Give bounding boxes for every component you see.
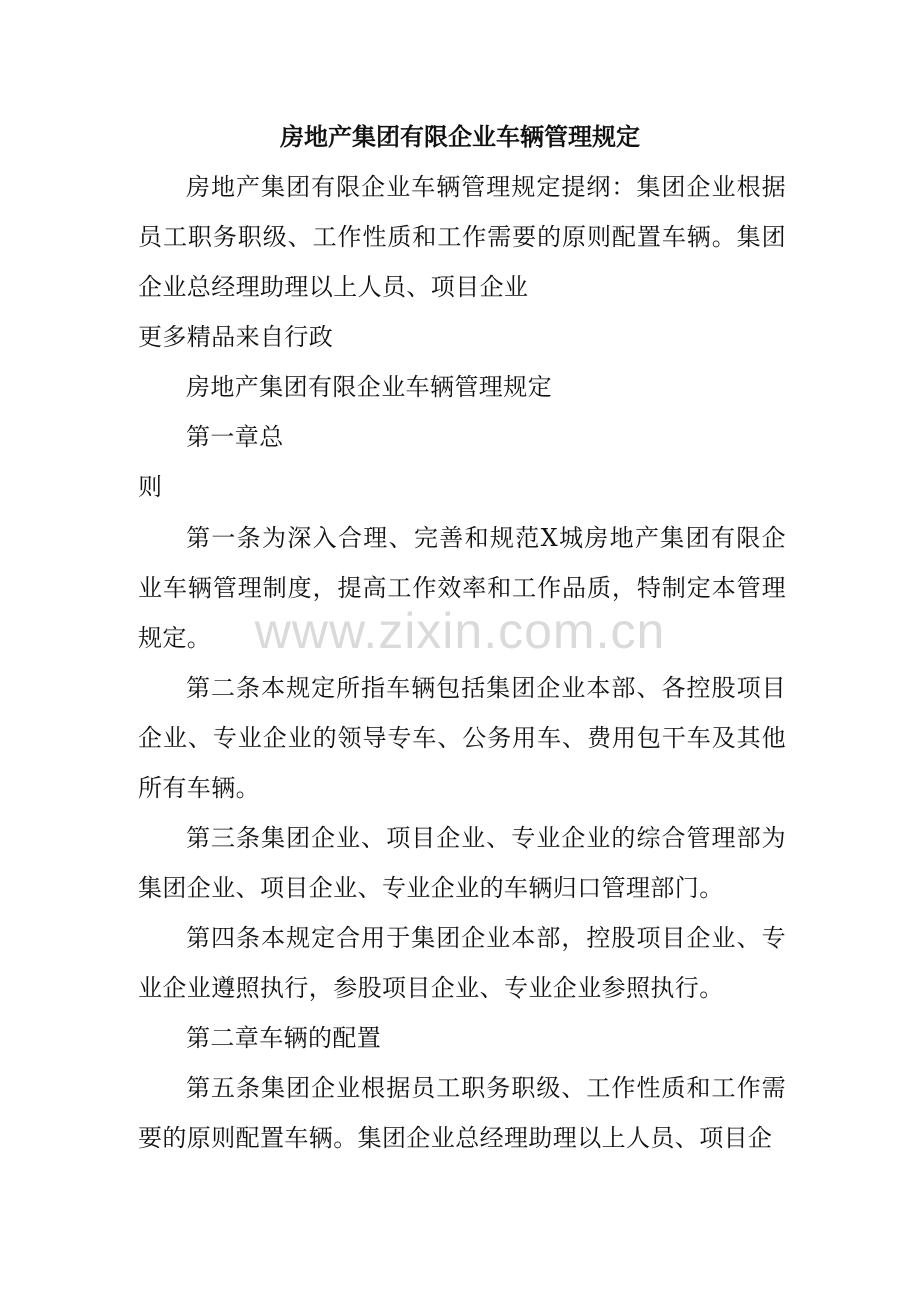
chapter-heading-1-continued: 则 — [138, 473, 163, 501]
chapter-heading-2: 第二章车辆的配置 — [186, 1024, 382, 1052]
document-subtitle: 房地产集团有限企业车辆管理规定 — [186, 373, 552, 401]
document-title: 房地产集团有限企业车辆管理规定 — [280, 122, 640, 151]
article-2-paragraph: 第二条本规定所指车辆包括集团企业本部、各控股项目企业、专业企业的领导专车、公务用车、费用包干车及其他所有车辆。 — [138, 674, 786, 802]
article-5-paragraph: 第五条集团企业根据员工职务职级、工作性质和工作需要的原则配置车辆。集团企业总经理助理以上人员、项目企 — [138, 1074, 786, 1152]
source-note: 更多精品来自行政 — [138, 323, 334, 351]
article-4-paragraph: 第四条本规定合用于集团企业本部，控股项目企业、专业企业遵照执行，参股项目企业、专业企业参照执行。 — [138, 924, 786, 1002]
summary-paragraph: 房地产集团有限企业车辆管理规定提纲：集团企业根据员工职务职级、工作性质和工作需要的原则配置车辆。集团企业总经理助理以上人员、项目企业 — [138, 173, 786, 301]
watermark-text: www.zixin.com.cn — [254, 603, 666, 659]
chapter-heading-1: 第一章总 — [186, 423, 284, 451]
article-1-paragraph: 第一条为深入合理、完善和规范X城房地产集团有限企业车辆管理制度，提高工作效率和工作品质，特制定本管理规定。 — [138, 524, 786, 652]
article-3-paragraph: 第三条集团企业、项目企业、专业企业的综合管理部为集团企业、项目企业、专业企业的车辆归口管理部门。 — [138, 824, 786, 902]
